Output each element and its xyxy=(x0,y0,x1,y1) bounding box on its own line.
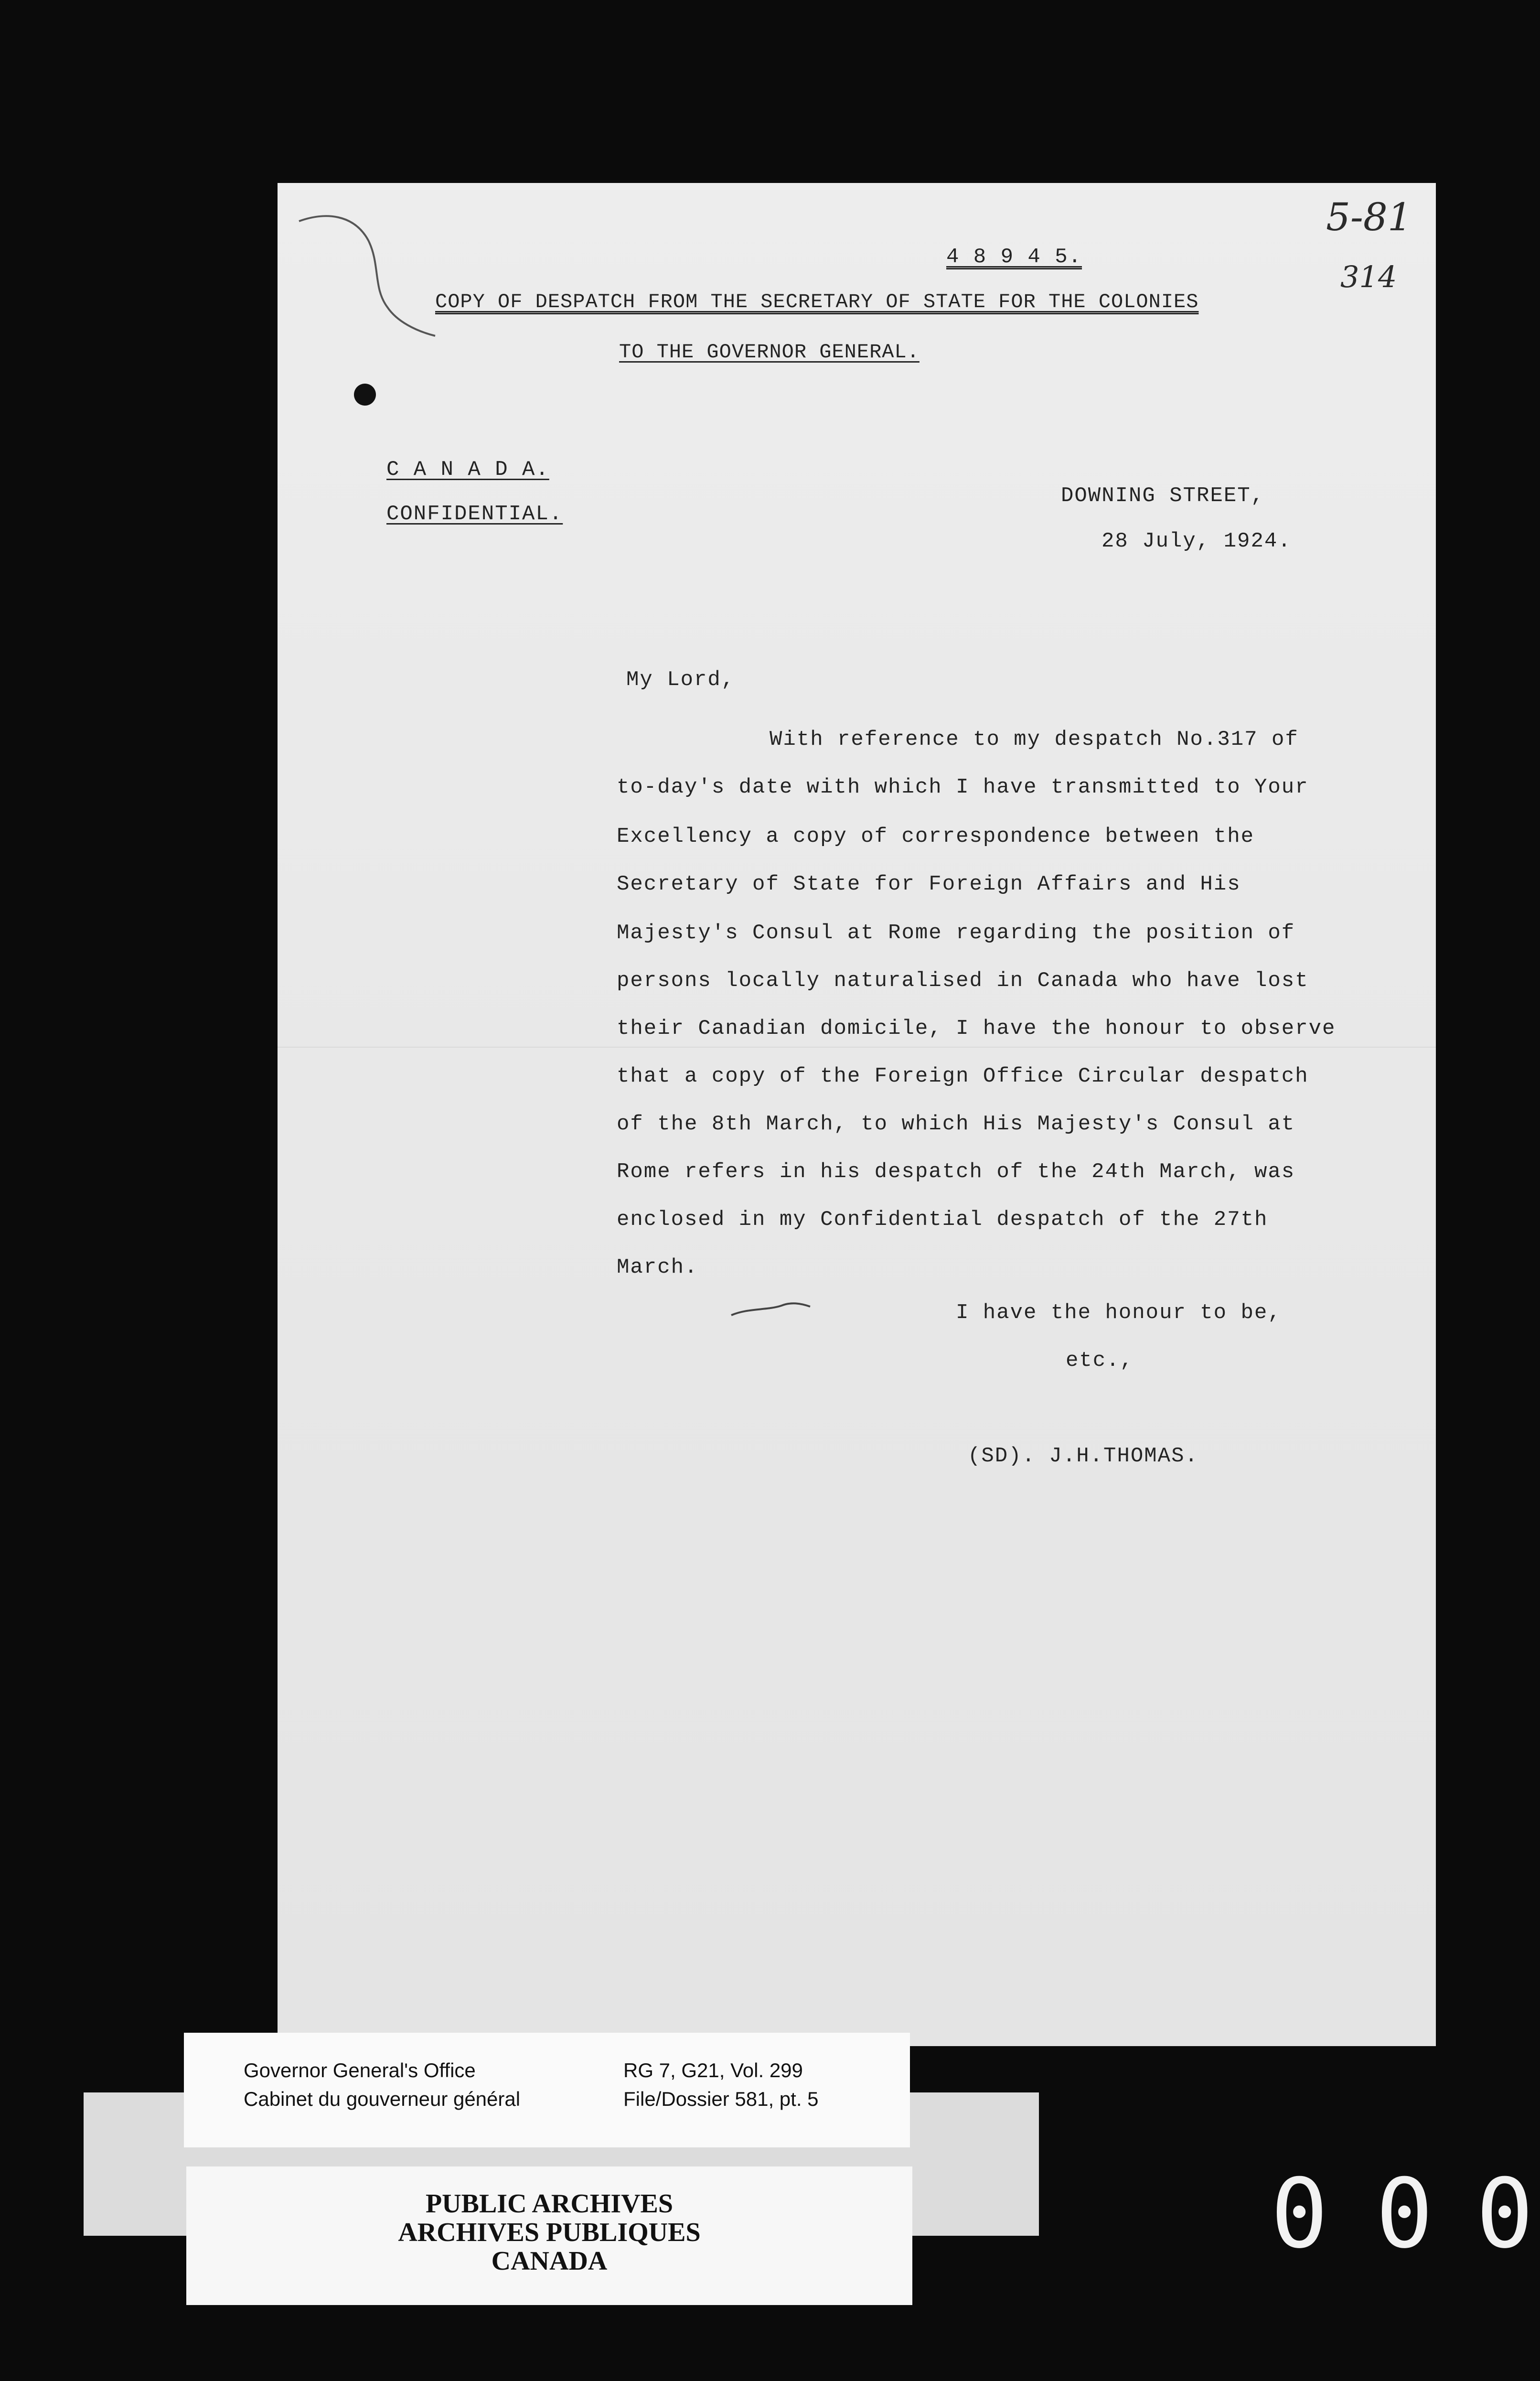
heading-line-1: COPY OF DESPATCH FROM THE SECRETARY OF STATE FOR THE COLONIES xyxy=(435,290,1199,313)
closing-line-2: etc., xyxy=(1066,1349,1134,1373)
handwritten-page-number: 314 xyxy=(1340,259,1397,294)
body-line: With reference to my despatch No.317 of xyxy=(770,728,1299,751)
document-page xyxy=(278,183,1436,2046)
body-line: Excellency a copy of correspondence between the xyxy=(617,825,1255,848)
body-line: to-day's date with which I have transmitted to Your xyxy=(617,775,1309,799)
body-line: that a copy of the Foreign Office Circular despatch xyxy=(617,1064,1309,1088)
handwritten-folio-number: 5-81 xyxy=(1326,195,1412,239)
salutation: My Lord, xyxy=(626,668,735,692)
archive-reference-label xyxy=(184,2033,910,2147)
heading-line-2: TO THE GOVERNOR GENERAL. xyxy=(619,341,920,364)
address-line: DOWNING STREET, xyxy=(1061,484,1265,508)
body-line: Rome refers in his despatch of the 24th March, was xyxy=(617,1160,1295,1184)
ink-blot xyxy=(354,384,376,406)
closing-line-1: I have the honour to be, xyxy=(956,1301,1282,1325)
frame-digit: 0 xyxy=(1271,2158,1328,2270)
letter-date: 28 July, 1924. xyxy=(1102,529,1292,553)
record-group-reference: RG 7, G21, Vol. 299 xyxy=(623,2059,803,2081)
file-reference: File/Dossier 581, pt. 5 xyxy=(623,2088,819,2110)
body-line: Secretary of State for Foreign Affairs and His xyxy=(617,872,1241,896)
body-line: persons locally naturalised in Canada who have lost xyxy=(617,969,1309,993)
frame-digit: 0 xyxy=(1376,2158,1433,2270)
frame-digit: 0 xyxy=(1476,2158,1534,2270)
signature-line: (SD). J.H.THOMAS. xyxy=(968,1444,1198,1468)
file-number: 4 8 9 4 5. xyxy=(946,245,1082,269)
pencil-tick xyxy=(729,1296,815,1325)
page-fold-line xyxy=(278,1047,1436,1048)
archive-line-2: ARCHIVES PUBLIQUES xyxy=(398,2218,701,2247)
country-label: C A N A D A. xyxy=(386,458,549,482)
archive-line-3: CANADA xyxy=(491,2246,608,2276)
body-line: their Canadian domicile, I have the honour to observe xyxy=(617,1017,1336,1040)
corner-squiggle xyxy=(297,212,440,365)
body-line: Majesty's Consul at Rome regarding the position of xyxy=(617,921,1295,945)
archive-stamp-label xyxy=(186,2166,912,2305)
archive-line-1: PUBLIC ARCHIVES xyxy=(425,2189,674,2219)
body-line: March. xyxy=(617,1255,698,1279)
classification-label: CONFIDENTIAL. xyxy=(386,502,563,526)
body-line: of the 8th March, to which His Majesty's Consul at xyxy=(617,1112,1295,1136)
office-english: Governor General's Office xyxy=(244,2059,476,2081)
body-line: enclosed in my Confidential despatch of the 27th xyxy=(617,1208,1268,1232)
office-french: Cabinet du gouverneur général xyxy=(244,2088,521,2110)
